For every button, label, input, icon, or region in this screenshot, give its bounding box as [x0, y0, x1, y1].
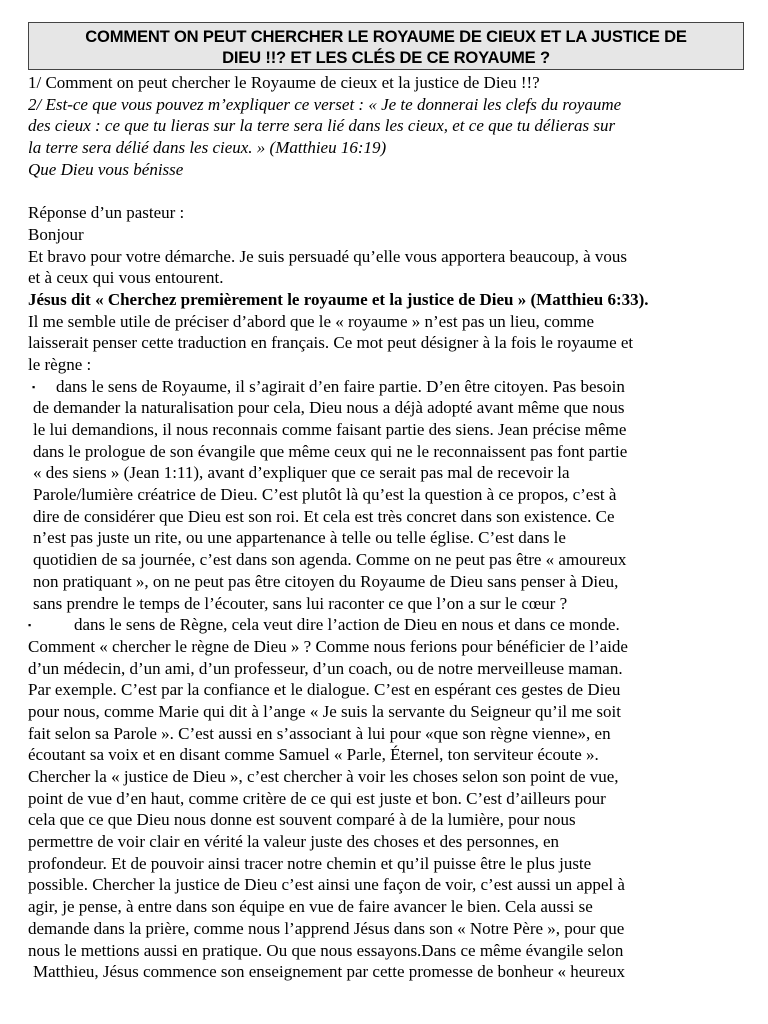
question-2-line: Que Dieu vous bénisse	[28, 159, 184, 179]
title-line-2: DIEU !!? ET LES CLÉS DE CE ROYAUME ?	[222, 48, 550, 67]
bullet-line: sans prendre le temps de l’écouter, sans lui raconter ce que l’on a sur le cœur ?	[33, 593, 568, 613]
bullet-item-regne	[28, 614, 744, 636]
bullet-text: dans le sens de Règne, cela veut dire l’action de Dieu en nous et dans ce monde.	[74, 615, 620, 635]
paragraph-line: d’un médecin, d’un ami, d’un professeur, d’un coach, ou de notre merveilleuse maman.	[28, 658, 623, 678]
paragraph-line: pour nous, comme Marie qui dit à l’ange « Je suis la servante du Seigneur qu’il me soit	[28, 701, 621, 721]
paragraph-line: écoutant sa voix et en disant comme Samuel « Parle, Éternel, ton serviteur écoute ».	[28, 745, 599, 765]
paragraph-line: possible. Chercher la justice de Dieu c’est ainsi une façon de voir, c’est aussi un appel à	[28, 875, 625, 895]
paragraph-line: Et bravo pour votre démarche. Je suis persuadé qu’elle vous apportera beaucoup, à vous	[28, 246, 628, 266]
bullet-icon: ▪	[28, 620, 32, 631]
bullet-line: non pratiquant », on ne peut pas être citoyen du Royaume de Dieu sans penser à Dieu,	[33, 571, 619, 591]
bullet-line: « des siens » (Jean 1:11), avant d’expliquer que ce serait pas mal de recevoir la	[33, 463, 570, 483]
verse-quote: Jésus dit « Cherchez premièrement le royaume et la justice de Dieu » (Matthieu 6:33).	[28, 289, 649, 309]
document-body	[28, 72, 744, 983]
title-line-1: COMMENT ON PEUT CHERCHER LE ROYAUME DE CIEUX ET LA JUSTICE DE	[85, 27, 687, 46]
question-1: 1/ Comment on peut chercher le Royaume de cieux et la justice de Dieu !!?	[28, 73, 540, 92]
paragraph-line: point de vue d’en haut, comme critère de ce qui est juste et bon. C’est d’ailleurs pour	[28, 788, 606, 808]
bullet-line: le lui demandions, il nous reconnais comme faisant partie des siens. Jean précise même	[33, 420, 627, 439]
paragraph-line: Chercher la « justice de Dieu », c’est chercher à voir les choses selon son point de vue,	[28, 767, 619, 786]
paragraph-line: Par exemple. C’est par la confiance et le dialogue. C’est en espérant ces gestes de Dieu	[28, 680, 621, 700]
answer-greeting: Bonjour	[28, 224, 84, 244]
paragraph-line: agir, je pense, à entre dans son équipe en vue de faire avancer le bien. Cela aussi se	[28, 897, 593, 917]
bullet-line: de demander la naturalisation pour cela, Dieu nous a déjà adopté avant même que nous	[33, 398, 625, 418]
paragraph-line: Comment « chercher le règne de Dieu » ? Comme nous ferions pour bénéficier de l’aide	[28, 636, 628, 656]
question-2-line: 2/ Est-ce que vous pouvez m’expliquer ce verset : « Je te donnerai les clefs du royaume	[28, 94, 622, 114]
paragraph-line: fait selon sa Parole ». C’est aussi en s’associant à lui pour «que son règne vienne», en	[28, 723, 611, 743]
question-2-line: des cieux : ce que tu lieras sur la terre sera lié dans les cieux, et ce que tu délieras sur	[28, 116, 616, 136]
paragraph-line: Il me semble utile de préciser d’abord que le « royaume » n’est pas un lieu, comme	[28, 311, 595, 331]
blank-line	[28, 180, 744, 202]
paragraph-line: profondeur. Et de pouvoir ainsi tracer notre chemin et qu’il puisse être le plus juste	[28, 853, 592, 873]
bullet-line: quotidien de sa journée, c’est dans son agenda. Comme on ne peut pas être « amoureux	[33, 550, 627, 570]
paragraph-line: cela que ce que Dieu nous donne est souvent comparé à de la lumière, pour nous	[28, 810, 576, 830]
paragraph-line: laisserait penser cette traduction en français. Ce mot peut désigner à la fois le royaume et	[28, 333, 634, 353]
answer-intro: Réponse d’un pasteur :	[28, 203, 185, 223]
bullet-item-royaume	[28, 376, 744, 398]
document-title	[28, 22, 744, 70]
bullet-icon: ▪	[32, 381, 36, 392]
bullet-text: dans le sens de Royaume, il s’agirait d’en faire partie. D’en être citoyen. Pas besoin	[56, 376, 625, 396]
bullet-line: dire de considérer que Dieu est son roi. Et cela est très concret dans son existence. Ce	[33, 506, 615, 526]
paragraph-line: et à ceux qui vous entourent.	[28, 268, 224, 288]
bullet-line: dans le prologue de son évangile que même ceux qui ne le reconnaissent pas font partie	[33, 441, 628, 461]
paragraph-line: le règne :	[28, 354, 92, 374]
paragraph-line: nous le mettions aussi en pratique. Ou que nous essayons.Dans ce même évangile selon	[28, 940, 624, 960]
question-2-line: la terre sera délié dans les cieux. » (Matthieu 16:19)	[28, 138, 387, 158]
bullet-line: Parole/lumière créatrice de Dieu. C’est plutôt là qu’est la question à ce propos, c’est à	[33, 485, 617, 505]
paragraph-line: permettre de voir clair en vérité la valeur juste des choses et des personnes, en	[28, 832, 560, 852]
paragraph-line: demande dans la prière, comme nous l’apprend Jésus dans son « Notre Père », pour que	[28, 918, 625, 938]
bullet-line: n’est pas juste un rite, ou une appartenance à telle ou telle église. C’est dans le	[33, 528, 566, 548]
paragraph-line: Matthieu, Jésus commence son enseignement par cette promesse de bonheur « heureux	[33, 962, 625, 982]
